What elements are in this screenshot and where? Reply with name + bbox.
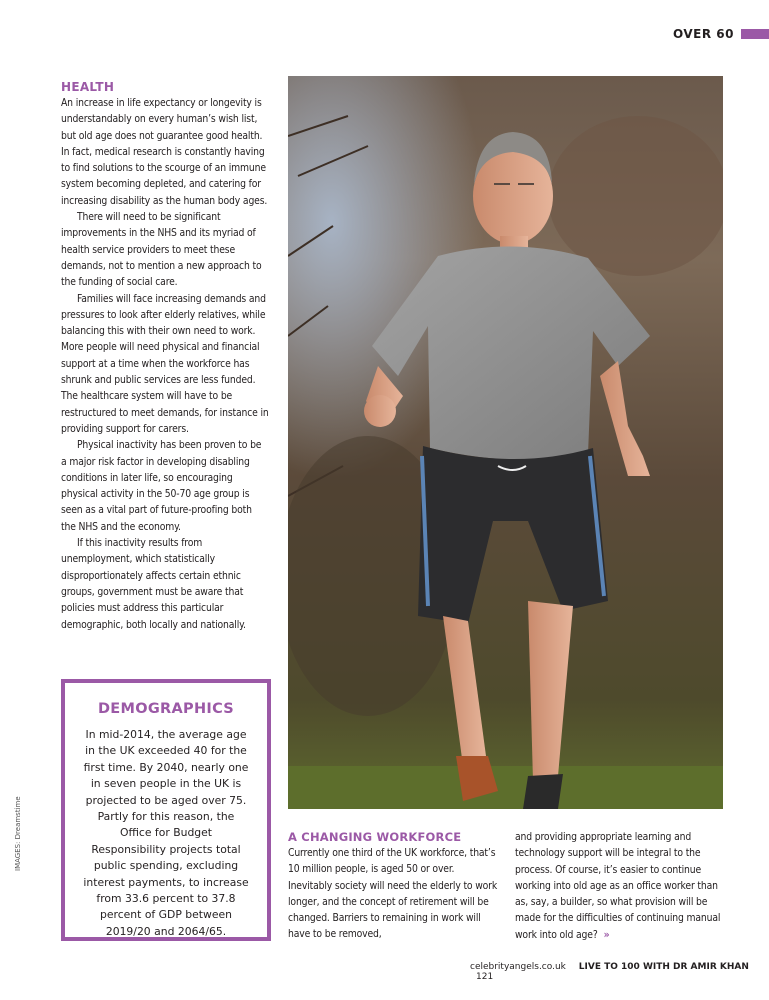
- health-paragraph-3: Families will face increasing demands and pressures to look after elderly relatives, while balancing this with their own need to work. More people will need physical and financial support at a time when the workforce has shrunk and public services are less funded. The healthcare system will have to be restructured to meet demands, for instance in providing support for carers.: [61, 292, 269, 435]
- continue-arrow-icon: »: [603, 928, 610, 941]
- elderly-man-running-photo: [288, 76, 723, 809]
- health-paragraph-4: Physical inactivity has been proven to be a major risk factor in developing disabling conditions in later life, so encouraging physical activity in the 50-70 age group is seen as a vital part of future-proofing both the NHS and the economy.: [61, 439, 262, 533]
- footer-site: celebrityangels.co.uk: [470, 962, 566, 972]
- workforce-column-2: [515, 829, 730, 943]
- workforce-heading: A CHANGING WORKFORCE: [288, 830, 462, 844]
- health-heading: HEALTH: [61, 80, 115, 94]
- workforce-paragraph-2: [515, 829, 730, 943]
- section-tag-label: OVER 60: [673, 27, 734, 41]
- section-tag: [673, 27, 769, 41]
- workforce-paragraph-2-text: and providing appropriate learning and technology support will be integral to the process. Of course, it’s easier to continue working into old age as an office worker than as, say, a builder, so what provision will be made for the difficulties of continuing manual work into old age?: [515, 831, 721, 941]
- footer-series: LIVE TO 100 WITH DR AMIR KHAN: [578, 962, 749, 972]
- workforce-paragraph-1: Currently one third of the UK workforce, that’s 10 million people, is aged 50 or over. Inevitably society will need the elderly to work longer, and the concept of retirement will be changed. Barriers to remaining in work will have to be removed,: [288, 847, 498, 941]
- demographics-title: DEMOGRAPHICS: [97, 701, 235, 717]
- demographics-box: [61, 679, 271, 941]
- images-credit: IMAGES: Dreamstime: [14, 796, 22, 871]
- health-paragraph-2: There will need to be significant improvements in the NHS and its myriad of health service providers to meet these demands, not to mention a new approach to the funding of social care.: [61, 211, 262, 289]
- health-column: [61, 80, 269, 633]
- section-tag-bar: [741, 29, 769, 39]
- demographics-body: In mid-2014, the average age in the UK exceeded 40 for the first time. By 2040, nearly one in seven people in the UK is projected to be aged over 75. Partly for this reason, the Office for Budget Responsibility projects total public spending, excluding interest payments, to increase from 33.6 percent to 37.8 percent of GDP between 2019/20 and 2064/65.: [83, 728, 249, 938]
- workforce-column-1: [288, 829, 500, 943]
- page-footer: [470, 962, 750, 982]
- page-number: 121: [476, 972, 494, 982]
- health-paragraph-1: An increase in life expectancy or longevity is understandably on every human’s wish list, but old age does not guarantee good health. In fact, medical research is constantly having to find solutions to the scourge of an immune system becoming depleted, and catering for increasing disability as the human body ages.: [61, 97, 268, 207]
- health-paragraph-5: If this inactivity results from unemployment, which statistically disproportionately affects certain ethnic groups, government must be aware that policies must address this particular demographic, both locally and nationally.: [61, 537, 246, 631]
